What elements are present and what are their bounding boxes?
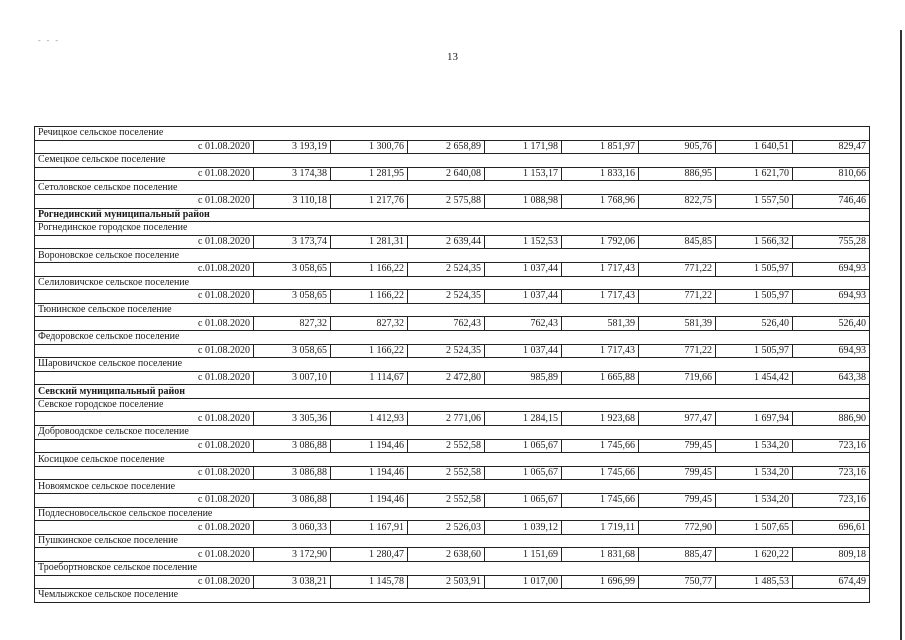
value-cell: 3 086,88: [254, 439, 331, 453]
value-cell: 723,16: [793, 466, 870, 480]
settlement-name-row: [35, 303, 870, 317]
settlement-name-row: [35, 154, 870, 168]
settlement-name: Рогнединское городское поселение: [35, 222, 870, 236]
value-cell: 1 485,53: [716, 575, 793, 589]
date-cell: с 01.08.2020: [35, 466, 254, 480]
table-row: [35, 439, 870, 453]
value-cell: 1 534,20: [716, 494, 793, 508]
value-cell: 3 174,38: [254, 167, 331, 181]
settlement-name-row: [35, 562, 870, 576]
value-cell: 3 305,36: [254, 412, 331, 426]
table-row: [35, 344, 870, 358]
date-cell: с 01.08.2020: [35, 371, 254, 385]
value-cell: 1 037,44: [485, 262, 562, 276]
value-cell: 827,32: [254, 317, 331, 331]
date-cell: с 01.08.2020: [35, 575, 254, 589]
value-cell: 1 152,53: [485, 235, 562, 249]
value-cell: 1 505,97: [716, 344, 793, 358]
date-cell: с 01.08.2020: [35, 344, 254, 358]
value-cell: 2 658,89: [408, 140, 485, 154]
value-cell: 1 171,98: [485, 140, 562, 154]
value-cell: 719,66: [639, 371, 716, 385]
value-cell: 1 505,97: [716, 290, 793, 304]
value-cell: 694,93: [793, 344, 870, 358]
value-cell: 3 058,65: [254, 344, 331, 358]
value-cell: 3 007,10: [254, 371, 331, 385]
scan-edge-line: [900, 30, 902, 640]
value-cell: 1 166,22: [331, 290, 408, 304]
value-cell: 827,32: [331, 317, 408, 331]
settlement-name: Подлесновосельское сельское поселение: [35, 507, 870, 521]
settlement-name: Селиловичское сельское поселение: [35, 276, 870, 290]
district-heading-row: [35, 385, 870, 399]
value-cell: 3 058,65: [254, 290, 331, 304]
value-cell: 1 153,17: [485, 167, 562, 181]
settlement-name: Тюнинское сельское поселение: [35, 303, 870, 317]
value-cell: 1 620,22: [716, 548, 793, 562]
value-cell: 810,66: [793, 167, 870, 181]
settlement-name: Семецкое сельское поселение: [35, 154, 870, 168]
value-cell: 1 151,69: [485, 548, 562, 562]
settlement-name-row: [35, 398, 870, 412]
table-row: [35, 466, 870, 480]
settlement-name-row: [35, 181, 870, 195]
value-cell: 1 065,67: [485, 494, 562, 508]
tariff-table-body: [35, 127, 870, 603]
value-cell: 1 697,94: [716, 412, 793, 426]
value-cell: 1 217,76: [331, 194, 408, 208]
value-cell: 799,45: [639, 466, 716, 480]
value-cell: 1 745,66: [562, 494, 639, 508]
value-cell: 723,16: [793, 439, 870, 453]
value-cell: 2 472,80: [408, 371, 485, 385]
value-cell: 3 058,65: [254, 262, 331, 276]
date-cell: с 01.08.2020: [35, 290, 254, 304]
settlement-name: Пушкинское сельское поселение: [35, 534, 870, 548]
value-cell: 2 503,91: [408, 575, 485, 589]
district-name: Севский муниципальный район: [35, 385, 870, 399]
settlement-name: Чемлыжское сельское поселение: [35, 589, 870, 603]
value-cell: 1 039,12: [485, 521, 562, 535]
district-name: Рогнединский муниципальный район: [35, 208, 870, 222]
date-cell: с 01.08.2020: [35, 439, 254, 453]
settlement-name-row: [35, 589, 870, 603]
value-cell: 985,89: [485, 371, 562, 385]
date-cell: с 01.08.2020: [35, 235, 254, 249]
value-cell: 1 088,98: [485, 194, 562, 208]
settlement-name-row: [35, 480, 870, 494]
settlement-name-row: [35, 453, 870, 467]
settlement-name: Косицкое сельское поселение: [35, 453, 870, 467]
value-cell: 1 792,06: [562, 235, 639, 249]
value-cell: 1 557,50: [716, 194, 793, 208]
table-row: [35, 494, 870, 508]
value-cell: 1 194,46: [331, 439, 408, 453]
settlement-name-row: [35, 330, 870, 344]
value-cell: 1 281,95: [331, 167, 408, 181]
value-cell: 1 621,70: [716, 167, 793, 181]
value-cell: 3 086,88: [254, 494, 331, 508]
value-cell: 1 696,99: [562, 575, 639, 589]
value-cell: 1 300,76: [331, 140, 408, 154]
value-cell: 1 534,20: [716, 439, 793, 453]
value-cell: 581,39: [639, 317, 716, 331]
table-row: [35, 521, 870, 535]
value-cell: 771,22: [639, 262, 716, 276]
settlement-name: Речицкое сельское поселение: [35, 127, 870, 141]
value-cell: 977,47: [639, 412, 716, 426]
value-cell: 2 771,06: [408, 412, 485, 426]
value-cell: 3 060,33: [254, 521, 331, 535]
value-cell: 1 412,93: [331, 412, 408, 426]
value-cell: 799,45: [639, 439, 716, 453]
value-cell: 581,39: [562, 317, 639, 331]
date-cell: с 01.08.2020: [35, 194, 254, 208]
value-cell: 771,22: [639, 344, 716, 358]
table-row: [35, 548, 870, 562]
settlement-name-row: [35, 534, 870, 548]
value-cell: 3 038,21: [254, 575, 331, 589]
value-cell: 1 923,68: [562, 412, 639, 426]
value-cell: 886,90: [793, 412, 870, 426]
value-cell: 1 507,65: [716, 521, 793, 535]
value-cell: 694,93: [793, 290, 870, 304]
value-cell: 3 173,74: [254, 235, 331, 249]
value-cell: 905,76: [639, 140, 716, 154]
value-cell: 1 717,43: [562, 344, 639, 358]
value-cell: 526,40: [716, 317, 793, 331]
value-cell: 2 552,58: [408, 466, 485, 480]
value-cell: 1 566,32: [716, 235, 793, 249]
value-cell: 829,47: [793, 140, 870, 154]
value-cell: 1 281,31: [331, 235, 408, 249]
date-cell: с 01.08.2020: [35, 317, 254, 331]
value-cell: 1 037,44: [485, 290, 562, 304]
settlement-name-row: [35, 276, 870, 290]
table-row: [35, 412, 870, 426]
value-cell: 1 768,96: [562, 194, 639, 208]
table-row: [35, 371, 870, 385]
settlement-name: Федоровское сельское поселение: [35, 330, 870, 344]
date-cell: с.01.08.2020: [35, 262, 254, 276]
value-cell: 885,47: [639, 548, 716, 562]
value-cell: 723,16: [793, 494, 870, 508]
date-cell: с 01.08.2020: [35, 412, 254, 426]
settlement-name: Новоямское сельское поселение: [35, 480, 870, 494]
table-row: [35, 140, 870, 154]
value-cell: 886,95: [639, 167, 716, 181]
value-cell: 3 110,18: [254, 194, 331, 208]
date-cell: с 01.08.2020: [35, 521, 254, 535]
table-row: [35, 194, 870, 208]
date-cell: с 01.08.2020: [35, 494, 254, 508]
value-cell: 2 524,35: [408, 262, 485, 276]
settlement-name: Сетоловское сельское поселение: [35, 181, 870, 195]
page-number: 13: [447, 51, 458, 63]
value-cell: 1 037,44: [485, 344, 562, 358]
value-cell: 1 745,66: [562, 466, 639, 480]
value-cell: 1 851,97: [562, 140, 639, 154]
settlement-name: Вороновское сельское поселение: [35, 249, 870, 263]
value-cell: 1 065,67: [485, 439, 562, 453]
value-cell: 1 166,22: [331, 262, 408, 276]
value-cell: 1 065,67: [485, 466, 562, 480]
value-cell: 3 172,90: [254, 548, 331, 562]
value-cell: 762,43: [485, 317, 562, 331]
value-cell: 822,75: [639, 194, 716, 208]
value-cell: 1 745,66: [562, 439, 639, 453]
value-cell: 3 086,88: [254, 466, 331, 480]
value-cell: 696,61: [793, 521, 870, 535]
value-cell: 2 552,58: [408, 439, 485, 453]
value-cell: 771,22: [639, 290, 716, 304]
value-cell: 1 454,42: [716, 371, 793, 385]
value-cell: 809,18: [793, 548, 870, 562]
tariff-table: [34, 126, 870, 603]
value-cell: 750,77: [639, 575, 716, 589]
value-cell: 2 552,58: [408, 494, 485, 508]
date-cell: с 01.08.2020: [35, 167, 254, 181]
value-cell: 2 640,08: [408, 167, 485, 181]
value-cell: 1 717,43: [562, 262, 639, 276]
table-row: [35, 262, 870, 276]
value-cell: 746,46: [793, 194, 870, 208]
settlement-name-row: [35, 222, 870, 236]
value-cell: 2 524,35: [408, 344, 485, 358]
value-cell: 2 524,35: [408, 290, 485, 304]
settlement-name: Троебортновское сельское поселение: [35, 562, 870, 576]
value-cell: 2 575,88: [408, 194, 485, 208]
value-cell: 1 665,88: [562, 371, 639, 385]
settlement-name-row: [35, 127, 870, 141]
value-cell: 2 639,44: [408, 235, 485, 249]
table-row: [35, 235, 870, 249]
table-row: [35, 317, 870, 331]
settlement-name-row: [35, 426, 870, 440]
settlement-name-row: [35, 358, 870, 372]
date-cell: с 01.08.2020: [35, 548, 254, 562]
settlement-name-row: [35, 249, 870, 263]
value-cell: 1 534,20: [716, 466, 793, 480]
value-cell: 3 193,19: [254, 140, 331, 154]
value-cell: 1 505,97: [716, 262, 793, 276]
value-cell: 1 145,78: [331, 575, 408, 589]
value-cell: 1 114,67: [331, 371, 408, 385]
value-cell: 643,38: [793, 371, 870, 385]
value-cell: 1 833,16: [562, 167, 639, 181]
value-cell: 1 719,11: [562, 521, 639, 535]
value-cell: 799,45: [639, 494, 716, 508]
value-cell: 762,43: [408, 317, 485, 331]
settlement-name-row: [35, 507, 870, 521]
value-cell: 694,93: [793, 262, 870, 276]
scan-corner-mark: - - -: [38, 36, 60, 45]
value-cell: 526,40: [793, 317, 870, 331]
settlement-name: Добровоодское сельское поселение: [35, 426, 870, 440]
value-cell: 2 638,60: [408, 548, 485, 562]
value-cell: 2 526,03: [408, 521, 485, 535]
value-cell: 845,85: [639, 235, 716, 249]
settlement-name: Севское городское поселение: [35, 398, 870, 412]
value-cell: 1 717,43: [562, 290, 639, 304]
value-cell: 755,28: [793, 235, 870, 249]
settlement-name: Шаровичское сельское поселение: [35, 358, 870, 372]
value-cell: 1 280,47: [331, 548, 408, 562]
value-cell: 1 194,46: [331, 494, 408, 508]
value-cell: 772,90: [639, 521, 716, 535]
date-cell: с 01.08.2020: [35, 140, 254, 154]
district-heading-row: [35, 208, 870, 222]
value-cell: 1 166,22: [331, 344, 408, 358]
value-cell: 1 194,46: [331, 466, 408, 480]
table-row: [35, 167, 870, 181]
table-row: [35, 290, 870, 304]
table-row: [35, 575, 870, 589]
value-cell: 1 831,68: [562, 548, 639, 562]
value-cell: 674,49: [793, 575, 870, 589]
value-cell: 1 284,15: [485, 412, 562, 426]
value-cell: 1 640,51: [716, 140, 793, 154]
value-cell: 1 017,00: [485, 575, 562, 589]
value-cell: 1 167,91: [331, 521, 408, 535]
